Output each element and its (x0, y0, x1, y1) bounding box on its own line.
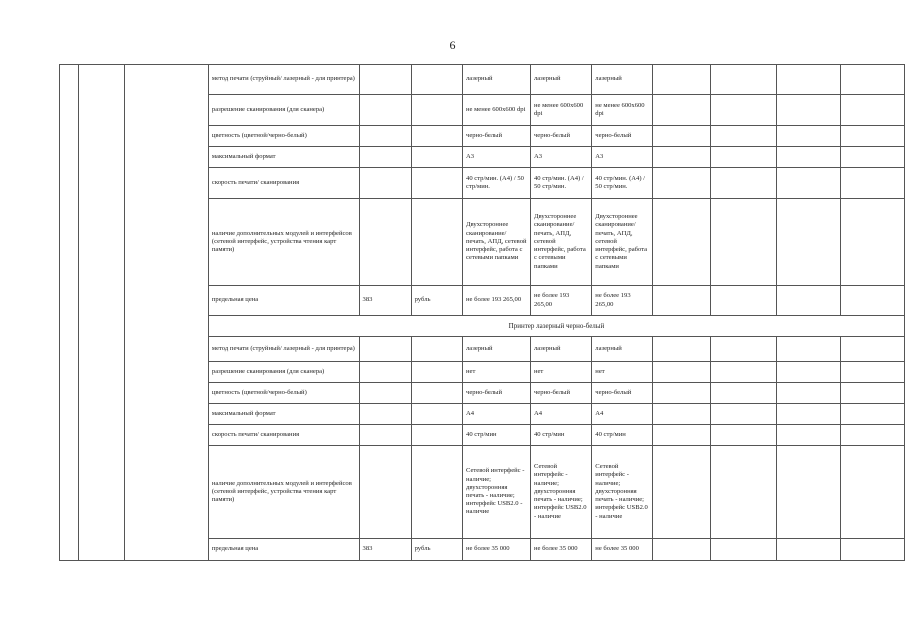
empty-cell (652, 539, 710, 561)
value-3: Двухстороннее сканирование/ печать, АПД, сетевой интерфейс, работа с сетевыми папками (592, 199, 652, 286)
unit-code (359, 126, 411, 147)
table-row (60, 65, 905, 95)
empty-cell (710, 362, 776, 383)
characteristic-name: предельная цена (208, 286, 359, 316)
unit-name (411, 383, 462, 404)
characteristic-name: разрешение сканирования (для сканера) (208, 362, 359, 383)
value-1: нет (463, 362, 531, 383)
value-3: А4 (592, 404, 652, 425)
empty-cell (841, 425, 905, 446)
value-2: лазерный (530, 65, 591, 95)
characteristic-name: метод печати (струйный/ лазерный - для принтера) (208, 337, 359, 362)
page-number: 6 (449, 38, 456, 52)
empty-cell (841, 337, 905, 362)
empty-cell (710, 65, 776, 95)
empty-cell (710, 446, 776, 539)
unit-code (359, 95, 411, 126)
empty-cell (776, 126, 840, 147)
value-2: не более 193 265,00 (530, 286, 591, 316)
unit-code (359, 65, 411, 95)
value-2: А4 (530, 404, 591, 425)
value-1: А3 (463, 147, 531, 168)
empty-cell (652, 147, 710, 168)
empty-cell (652, 404, 710, 425)
unit-name (411, 446, 462, 539)
empty-cell (710, 383, 776, 404)
characteristic-name: метод печати (струйный/ лазерный - для принтера) (208, 65, 359, 95)
value-3: лазерный (592, 337, 652, 362)
unit-code (359, 199, 411, 286)
unit-code: 383 (359, 286, 411, 316)
value-3: лазерный (592, 65, 652, 95)
empty-cell (710, 404, 776, 425)
empty-cell (776, 65, 840, 95)
empty-cell (841, 168, 905, 199)
characteristic-name: наличие дополнительных модулей и интерфейсов (сетевой интерфейс, устройства чтения карт памяти) (208, 446, 359, 539)
unit-name: рубль (411, 286, 462, 316)
empty-cell (652, 168, 710, 199)
unit-name (411, 147, 462, 168)
unit-name (411, 199, 462, 286)
characteristic-name: цветность (цветной/черно-белый) (208, 383, 359, 404)
empty-cell (652, 199, 710, 286)
characteristic-name: максимальный формат (208, 404, 359, 425)
value-1: Двухстороннее сканирование/ печать, АПД, сетевой интерфейс, работа с сетевыми папками (463, 199, 531, 286)
value-1: не менее 600x600 dpi (463, 95, 531, 126)
value-3: нет (592, 362, 652, 383)
value-3: черно-белый (592, 383, 652, 404)
empty-cell (652, 95, 710, 126)
empty-cell (652, 65, 710, 95)
unit-name (411, 95, 462, 126)
unit-code (359, 337, 411, 362)
value-1: лазерный (463, 337, 531, 362)
empty-cell (776, 362, 840, 383)
unit-name (411, 404, 462, 425)
value-3: А3 (592, 147, 652, 168)
characteristics-table (59, 64, 905, 561)
value-3: 40 стр/мин (592, 425, 652, 446)
unit-name (411, 425, 462, 446)
empty-cell (841, 95, 905, 126)
unit-name: рубль (411, 539, 462, 561)
empty-cell (776, 337, 840, 362)
empty-cell (841, 539, 905, 561)
value-2: Двухстороннее сканирование/ печать, АПД, сетевой интерфейс, работа с сетевыми папками (530, 199, 591, 286)
section-title: Принтер лазерный черно-белый (208, 316, 904, 337)
empty-cell (652, 383, 710, 404)
characteristic-name: скорость печати/ сканирования (208, 425, 359, 446)
empty-cell (652, 446, 710, 539)
unit-code (359, 404, 411, 425)
value-3: 40 стр/мин. (А4) / 50 стр/мин. (592, 168, 652, 199)
empty-cell (776, 425, 840, 446)
characteristic-name: максимальный формат (208, 147, 359, 168)
blank-column-2 (79, 65, 125, 561)
value-1: черно-белый (463, 126, 531, 147)
unit-code (359, 362, 411, 383)
unit-code (359, 446, 411, 539)
value-3: черно-белый (592, 126, 652, 147)
empty-cell (710, 539, 776, 561)
characteristic-name: предельная цена (208, 539, 359, 561)
characteristic-name: скорость печати/ сканирования (208, 168, 359, 199)
unit-name (411, 168, 462, 199)
characteristic-name: цветность (цветной/черно-белый) (208, 126, 359, 147)
value-2: 40 стр/мин (530, 425, 591, 446)
empty-cell (841, 65, 905, 95)
value-3: Сетевой интерфейс - наличие; двухсторонняя печать - наличие; интерфейс USB2.0 - наличие (592, 446, 652, 539)
value-1: не более 35 000 (463, 539, 531, 561)
value-1: А4 (463, 404, 531, 425)
value-2: лазерный (530, 337, 591, 362)
value-1: лазерный (463, 65, 531, 95)
value-2: не более 35 000 (530, 539, 591, 561)
empty-cell (776, 383, 840, 404)
value-2: черно-белый (530, 126, 591, 147)
value-1: 40 стр/мин. (А4) / 50 стр/мин. (463, 168, 531, 199)
table-body (60, 65, 905, 561)
empty-cell (841, 126, 905, 147)
empty-cell (776, 404, 840, 425)
empty-cell (841, 404, 905, 425)
blank-column-3 (124, 65, 208, 561)
empty-cell (710, 286, 776, 316)
value-2: 40 стр/мин. (А4) / 50 стр/мин. (530, 168, 591, 199)
unit-name (411, 337, 462, 362)
empty-cell (776, 147, 840, 168)
empty-cell (776, 539, 840, 561)
value-2: черно-белый (530, 383, 591, 404)
empty-cell (776, 199, 840, 286)
empty-cell (841, 199, 905, 286)
unit-code (359, 383, 411, 404)
unit-name (411, 126, 462, 147)
value-3: не менее 600x600 dpi (592, 95, 652, 126)
value-1: не более 193 265,00 (463, 286, 531, 316)
empty-cell (652, 362, 710, 383)
empty-cell (710, 168, 776, 199)
empty-cell (841, 286, 905, 316)
empty-cell (710, 126, 776, 147)
empty-cell (841, 446, 905, 539)
empty-cell (710, 337, 776, 362)
empty-cell (710, 425, 776, 446)
empty-cell (652, 286, 710, 316)
empty-cell (776, 286, 840, 316)
empty-cell (841, 147, 905, 168)
value-1: 40 стр/мин (463, 425, 531, 446)
empty-cell (776, 168, 840, 199)
unit-name (411, 362, 462, 383)
value-2: Сетевой интерфейс - наличие; двухсторонняя печать - наличие; интерфейс USB2.0 - наличие (530, 446, 591, 539)
empty-cell (841, 383, 905, 404)
unit-code (359, 147, 411, 168)
unit-code (359, 425, 411, 446)
value-2: нет (530, 362, 591, 383)
empty-cell (652, 425, 710, 446)
empty-cell (652, 337, 710, 362)
empty-cell (710, 147, 776, 168)
characteristic-name: разрешение сканирования (для сканера) (208, 95, 359, 126)
unit-name (411, 65, 462, 95)
unit-code (359, 168, 411, 199)
blank-column-1 (60, 65, 79, 561)
value-3: не более 35 000 (592, 539, 652, 561)
characteristic-name: наличие дополнительных модулей и интерфейсов (сетевой интерфейс, устройства чтения карт памяти) (208, 199, 359, 286)
value-1: Сетевой интерфейс - наличие; двухсторонняя печать - наличие; интерфейс USB2.0 - наличие (463, 446, 531, 539)
empty-cell (841, 362, 905, 383)
empty-cell (710, 199, 776, 286)
empty-cell (776, 95, 840, 126)
empty-cell (776, 446, 840, 539)
empty-cell (652, 126, 710, 147)
unit-code: 383 (359, 539, 411, 561)
value-1: черно-белый (463, 383, 531, 404)
value-2: А3 (530, 147, 591, 168)
value-2: не менее 600x600 dpi (530, 95, 591, 126)
empty-cell (710, 95, 776, 126)
value-3: не более 193 265,00 (592, 286, 652, 316)
